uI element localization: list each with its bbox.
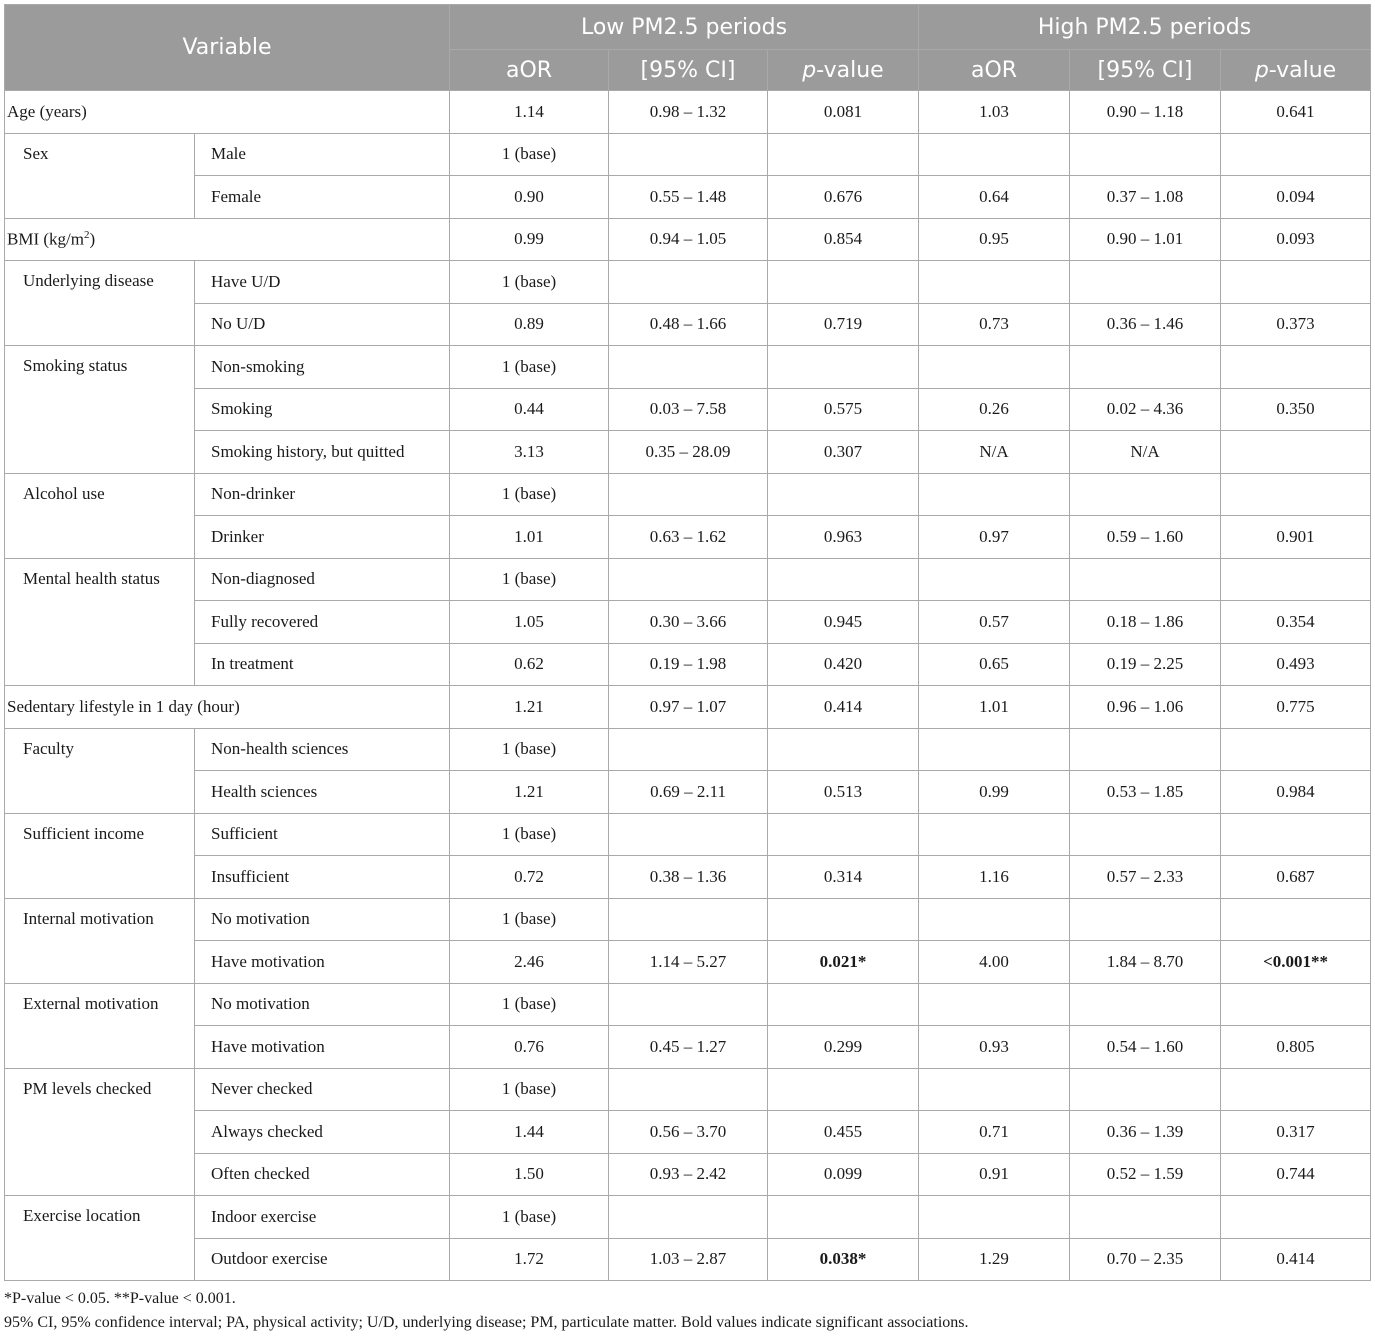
level-label: Have motivation: [195, 941, 450, 984]
table-row: [5, 1026, 1371, 1069]
value-cell: 1.50: [450, 1153, 609, 1196]
value-cell: 0.97: [919, 516, 1070, 559]
value-cell: 0.945: [768, 601, 919, 644]
value-cell: [1221, 473, 1371, 516]
value-cell: 0.62: [450, 643, 609, 686]
value-cell: [768, 983, 919, 1026]
value-cell: 0.03 – 7.58: [609, 388, 768, 431]
value-cell: 0.081: [768, 91, 919, 134]
value-cell: [1221, 728, 1371, 771]
value-cell: 0.90 – 1.18: [1070, 91, 1221, 134]
table-row: [5, 1238, 1371, 1281]
low-ci-header: [95% CI]: [609, 50, 768, 91]
value-cell: [1221, 261, 1371, 304]
value-cell: [1221, 346, 1371, 389]
value-cell: [768, 898, 919, 941]
table-header: [5, 5, 1371, 91]
value-cell: [609, 133, 768, 176]
level-label: Often checked: [195, 1153, 450, 1196]
value-cell: 0.354: [1221, 601, 1371, 644]
value-cell: 0.901: [1221, 516, 1371, 559]
value-cell: 0.19 – 2.25: [1070, 643, 1221, 686]
table-row: [5, 1068, 1371, 1111]
level-label: Non-smoking: [195, 346, 450, 389]
level-label: Female: [195, 176, 450, 219]
table-row: [5, 346, 1371, 389]
value-cell: [1070, 898, 1221, 941]
value-cell: [768, 133, 919, 176]
value-cell: [1070, 558, 1221, 601]
value-cell: [609, 1068, 768, 1111]
value-cell: 4.00: [919, 941, 1070, 984]
value-cell: 1.05: [450, 601, 609, 644]
value-cell: [919, 346, 1070, 389]
value-cell: 0.95: [919, 218, 1070, 261]
value-cell: [919, 261, 1070, 304]
value-cell: 1.16: [919, 856, 1070, 899]
value-cell: [1070, 728, 1221, 771]
value-cell: 0.493: [1221, 643, 1371, 686]
value-cell: 0.37 – 1.08: [1070, 176, 1221, 219]
value-cell: 0.91: [919, 1153, 1070, 1196]
value-cell: 0.64: [919, 176, 1070, 219]
value-cell: [768, 813, 919, 856]
variable-label: Sufficient income: [5, 813, 195, 898]
value-cell: 0.038*: [768, 1238, 919, 1281]
value-cell: 0.19 – 1.98: [609, 643, 768, 686]
value-cell: 0.98 – 1.32: [609, 91, 768, 134]
value-cell: 0.963: [768, 516, 919, 559]
value-cell: [609, 983, 768, 1026]
high-pvalue-header: p-value: [1221, 50, 1371, 91]
value-cell: [919, 1068, 1070, 1111]
table-row: [5, 91, 1371, 134]
level-label: Have U/D: [195, 261, 450, 304]
value-cell: [1070, 1068, 1221, 1111]
value-cell: [1221, 133, 1371, 176]
value-cell: 0.96 – 1.06: [1070, 686, 1221, 729]
value-cell: 0.73: [919, 303, 1070, 346]
value-cell: 0.55 – 1.48: [609, 176, 768, 219]
value-cell: 1.03: [919, 91, 1070, 134]
table-row: [5, 1196, 1371, 1239]
value-cell: 0.373: [1221, 303, 1371, 346]
level-label: Health sciences: [195, 771, 450, 814]
value-cell: [919, 1196, 1070, 1239]
table-row: [5, 771, 1371, 814]
value-cell: 0.307: [768, 431, 919, 474]
value-cell: 1.29: [919, 1238, 1070, 1281]
level-label: Sufficient: [195, 813, 450, 856]
value-cell: 1.44: [450, 1111, 609, 1154]
table-row: [5, 133, 1371, 176]
low-pm25-header: Low PM2.5 periods: [450, 5, 919, 50]
value-cell: 0.420: [768, 643, 919, 686]
table-row: [5, 431, 1371, 474]
low-pvalue-header: p-value: [768, 50, 919, 91]
value-cell: 0.69 – 2.11: [609, 771, 768, 814]
level-label: Insufficient: [195, 856, 450, 899]
value-cell: 0.63 – 1.62: [609, 516, 768, 559]
value-cell: 0.093: [1221, 218, 1371, 261]
value-cell: [1070, 261, 1221, 304]
value-cell: [1070, 473, 1221, 516]
table-body: [5, 91, 1371, 1281]
table-row: [5, 856, 1371, 899]
value-cell: [919, 898, 1070, 941]
high-pm25-header: High PM2.5 periods: [919, 5, 1371, 50]
value-cell: 1.01: [450, 516, 609, 559]
level-label: No U/D: [195, 303, 450, 346]
value-cell: 1.14: [450, 91, 609, 134]
value-cell: 1 (base): [450, 898, 609, 941]
value-cell: [1221, 898, 1371, 941]
value-cell: 0.99: [919, 771, 1070, 814]
value-cell: 0.76: [450, 1026, 609, 1069]
value-cell: [768, 728, 919, 771]
value-cell: 0.676: [768, 176, 919, 219]
value-cell: 1.72: [450, 1238, 609, 1281]
level-label: Never checked: [195, 1068, 450, 1111]
level-label: Smoking history, but quitted: [195, 431, 450, 474]
table-row: [5, 1153, 1371, 1196]
variable-label: Mental health status: [5, 558, 195, 686]
value-cell: 0.65: [919, 643, 1070, 686]
table-row: [5, 1111, 1371, 1154]
value-cell: 0.57: [919, 601, 1070, 644]
value-cell: 0.299: [768, 1026, 919, 1069]
value-cell: 0.35 – 28.09: [609, 431, 768, 474]
table-row: [5, 941, 1371, 984]
value-cell: [1221, 983, 1371, 1026]
level-label: Male: [195, 133, 450, 176]
value-cell: 0.54 – 1.60: [1070, 1026, 1221, 1069]
value-cell: 0.021*: [768, 941, 919, 984]
table-row: [5, 813, 1371, 856]
table-row: [5, 388, 1371, 431]
value-cell: [768, 1196, 919, 1239]
table-row: [5, 686, 1371, 729]
value-cell: 0.350: [1221, 388, 1371, 431]
variable-label: Exercise location: [5, 1196, 195, 1281]
regression-table: [4, 4, 1371, 1281]
variable-label: Faculty: [5, 728, 195, 813]
variable-label: BMI $(kg/m^2)$: [5, 218, 450, 261]
value-cell: 0.854: [768, 218, 919, 261]
value-cell: [609, 558, 768, 601]
table-row: [5, 303, 1371, 346]
table-row: [5, 558, 1371, 601]
value-cell: [609, 261, 768, 304]
table-row: [5, 728, 1371, 771]
level-label: Non-diagnosed: [195, 558, 450, 601]
low-aor-header: aOR: [450, 50, 609, 91]
value-cell: 0.744: [1221, 1153, 1371, 1196]
variable-label: External motivation: [5, 983, 195, 1068]
value-cell: 0.56 – 3.70: [609, 1111, 768, 1154]
value-cell: 1 (base): [450, 473, 609, 516]
value-cell: 0.719: [768, 303, 919, 346]
high-aor-header: aOR: [919, 50, 1070, 91]
level-label: Smoking: [195, 388, 450, 431]
value-cell: [609, 346, 768, 389]
variable-label: Sex: [5, 133, 195, 218]
value-cell: 0.18 – 1.86: [1070, 601, 1221, 644]
value-cell: 1 (base): [450, 983, 609, 1026]
value-cell: N/A: [919, 431, 1070, 474]
value-cell: 0.99: [450, 218, 609, 261]
footnote-abbreviations: 95% CI, 95% confidence interval; PA, physical activity; U/D, underlying disease; PM, particulate matter. Bold values indicate significant associations.: [4, 1314, 969, 1331]
value-cell: 3.13: [450, 431, 609, 474]
value-cell: 1.14 – 5.27: [609, 941, 768, 984]
value-cell: [768, 1068, 919, 1111]
table-row: [5, 643, 1371, 686]
variable-label: Internal motivation: [5, 898, 195, 983]
value-cell: [1221, 1196, 1371, 1239]
level-label: No motivation: [195, 898, 450, 941]
value-cell: 0.094: [1221, 176, 1371, 219]
value-cell: [919, 728, 1070, 771]
value-cell: 2.46: [450, 941, 609, 984]
value-cell: <0.001**: [1221, 941, 1371, 984]
variable-label: Underlying disease: [5, 261, 195, 346]
value-cell: 0.53 – 1.85: [1070, 771, 1221, 814]
value-cell: 0.52 – 1.59: [1070, 1153, 1221, 1196]
value-cell: [1221, 558, 1371, 601]
table-row: [5, 261, 1371, 304]
variable-header: Variable: [5, 5, 450, 91]
value-cell: 0.45 – 1.27: [609, 1026, 768, 1069]
value-cell: 1.03 – 2.87: [609, 1238, 768, 1281]
value-cell: 0.89: [450, 303, 609, 346]
value-cell: 0.26: [919, 388, 1070, 431]
value-cell: 1 (base): [450, 133, 609, 176]
value-cell: 0.97 – 1.07: [609, 686, 768, 729]
level-label: In treatment: [195, 643, 450, 686]
value-cell: [1221, 813, 1371, 856]
value-cell: 0.57 – 2.33: [1070, 856, 1221, 899]
value-cell: 0.30 – 3.66: [609, 601, 768, 644]
value-cell: [1070, 813, 1221, 856]
value-cell: [609, 473, 768, 516]
level-label: No motivation: [195, 983, 450, 1026]
value-cell: [768, 558, 919, 601]
level-label: Outdoor exercise: [195, 1238, 450, 1281]
table-row: [5, 176, 1371, 219]
variable-label: Smoking status: [5, 346, 195, 474]
variable-label: Age (years): [5, 91, 450, 134]
value-cell: N/A: [1070, 431, 1221, 474]
value-cell: [609, 898, 768, 941]
value-cell: 1.84 – 8.70: [1070, 941, 1221, 984]
value-cell: 0.44: [450, 388, 609, 431]
value-cell: [919, 813, 1070, 856]
value-cell: 0.775: [1221, 686, 1371, 729]
value-cell: 0.93 – 2.42: [609, 1153, 768, 1196]
value-cell: 0.36 – 1.46: [1070, 303, 1221, 346]
value-cell: 0.641: [1221, 91, 1371, 134]
table-row: [5, 473, 1371, 516]
value-cell: 1 (base): [450, 813, 609, 856]
value-cell: 0.314: [768, 856, 919, 899]
value-cell: [768, 346, 919, 389]
table-row: [5, 983, 1371, 1026]
value-cell: 0.38 – 1.36: [609, 856, 768, 899]
value-cell: 1.21: [450, 686, 609, 729]
value-cell: 0.59 – 1.60: [1070, 516, 1221, 559]
value-cell: 1 (base): [450, 261, 609, 304]
value-cell: 1.21: [450, 771, 609, 814]
value-cell: 0.687: [1221, 856, 1371, 899]
footnote-significance: *P-value < 0.05. **P-value < 0.001.: [4, 1290, 236, 1307]
level-label: Have motivation: [195, 1026, 450, 1069]
value-cell: 0.72: [450, 856, 609, 899]
value-cell: [1070, 133, 1221, 176]
value-cell: [1221, 431, 1371, 474]
value-cell: 0.575: [768, 388, 919, 431]
value-cell: 0.414: [1221, 1238, 1371, 1281]
value-cell: 0.984: [1221, 771, 1371, 814]
value-cell: 1 (base): [450, 558, 609, 601]
table-row: [5, 516, 1371, 559]
value-cell: [1070, 1196, 1221, 1239]
value-cell: [919, 558, 1070, 601]
value-cell: 0.94 – 1.05: [609, 218, 768, 261]
value-cell: [768, 261, 919, 304]
value-cell: [609, 728, 768, 771]
value-cell: 1 (base): [450, 1068, 609, 1111]
value-cell: [768, 473, 919, 516]
value-cell: 1 (base): [450, 728, 609, 771]
value-cell: 1 (base): [450, 1196, 609, 1239]
value-cell: [919, 473, 1070, 516]
table-row: [5, 601, 1371, 644]
value-cell: 0.099: [768, 1153, 919, 1196]
value-cell: 1.01: [919, 686, 1070, 729]
level-label: Fully recovered: [195, 601, 450, 644]
value-cell: 1 (base): [450, 346, 609, 389]
table-row: [5, 218, 1371, 261]
variable-label: Alcohol use: [5, 473, 195, 558]
value-cell: [1070, 346, 1221, 389]
value-cell: 0.414: [768, 686, 919, 729]
value-cell: 0.455: [768, 1111, 919, 1154]
value-cell: 0.02 – 4.36: [1070, 388, 1221, 431]
value-cell: 0.36 – 1.39: [1070, 1111, 1221, 1154]
variable-label: Sedentary lifestyle in 1 day (hour): [5, 686, 450, 729]
value-cell: 0.71: [919, 1111, 1070, 1154]
value-cell: [1221, 1068, 1371, 1111]
table-row: [5, 898, 1371, 941]
value-cell: 0.317: [1221, 1111, 1371, 1154]
value-cell: [919, 983, 1070, 1026]
level-label: Indoor exercise: [195, 1196, 450, 1239]
value-cell: [609, 1196, 768, 1239]
value-cell: 0.513: [768, 771, 919, 814]
high-ci-header: [95% CI]: [1070, 50, 1221, 91]
value-cell: 0.805: [1221, 1026, 1371, 1069]
level-label: Non-health sciences: [195, 728, 450, 771]
value-cell: [919, 133, 1070, 176]
value-cell: 0.70 – 2.35: [1070, 1238, 1221, 1281]
level-label: Always checked: [195, 1111, 450, 1154]
value-cell: 0.48 – 1.66: [609, 303, 768, 346]
variable-label: PM levels checked: [5, 1068, 195, 1196]
value-cell: [1070, 983, 1221, 1026]
value-cell: 0.90: [450, 176, 609, 219]
value-cell: [609, 813, 768, 856]
level-label: Non-drinker: [195, 473, 450, 516]
value-cell: 0.93: [919, 1026, 1070, 1069]
value-cell: 0.90 – 1.01: [1070, 218, 1221, 261]
level-label: Drinker: [195, 516, 450, 559]
